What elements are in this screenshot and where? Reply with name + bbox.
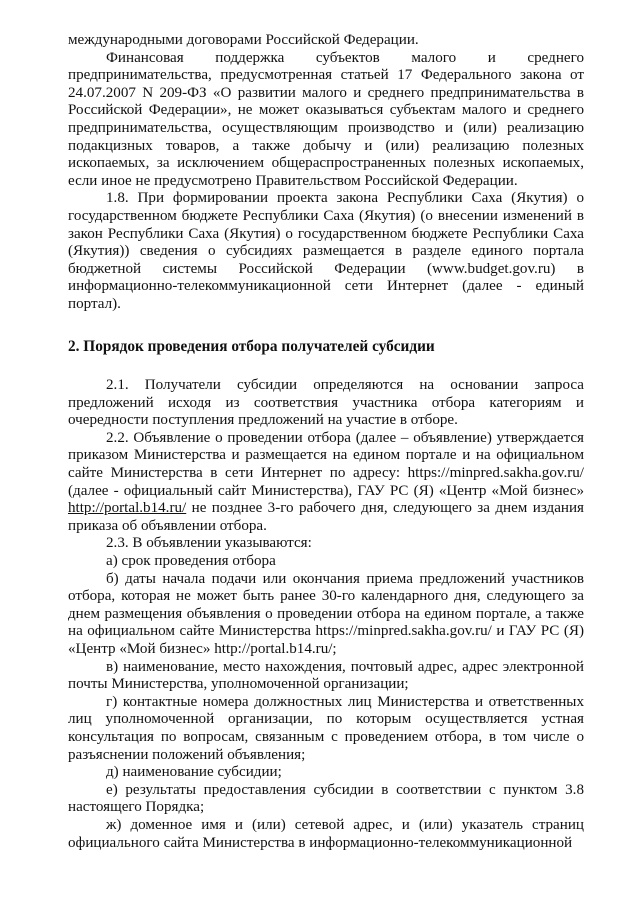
portal-link[interactable]: http://portal.b14.ru/ (68, 500, 187, 517)
list-item-d: д) наименование субсидии; (106, 764, 282, 781)
list-item-e: е) результаты предоставления субсидии в соответствии с пунктом 3.8 настоящего Порядка; (68, 781, 584, 816)
paragraph-financial-support: Финансовая поддержка субъектов малого и среднего предпринимательства, предусмотренная статьей 17 Федерального закона от 24.07.2007 N 209-ФЗ «О развитии малого и среднего предпринимательства в Российской Федерации», не может оказываться субъектам малого и среднего предпринимательства, осуществляющим производство и (или) реализацию подакцизных товаров, а также добычу и (или) реализацию полезных ископаемых, за исключением общераспространенных полезных ископаемых, если иное не предусмотрено Правительством Российской Федерации. (68, 49, 584, 189)
paragraph-continuation: международными договорами Российской Федерации. (68, 32, 419, 48)
list-item-g: г) контактные номера должностных лиц Министерства и ответственных лиц уполномоченной организации, по которым осуществляется устная консультация по вопросам, связанным с проведением отбора, в том числе о разъяснении положений объявления; (68, 693, 584, 763)
paragraph-2-2-tail: не позднее 3-го рабочего дня, следующего за днем издания приказа об объявлении отбора. (68, 500, 584, 534)
list-item-b: б) даты начала подачи или окончания приема предложений участников отбора, которая не может быть ранее 30-го календарного дня, следующего за днем размещения объявления о проведении отбора на едином портале, а также на официальном сайте Министерства https://minpred.sakha.gov.ru/ и ГАУ РС (Я) «Центр «Мой бизнес» http://portal.b14.ru/; (68, 570, 584, 657)
list-item-zh: ж) доменное имя и (или) сетевой адрес, и (или) указатель страниц официального сайта Министерства в информационно-телекоммуникационной (68, 816, 584, 851)
list-item-v: в) наименование, место нахождения, почтовый адрес, адрес электронной почты Министерства, уполномоченной организации; (68, 658, 584, 693)
document-page (68, 32, 584, 852)
paragraph-1-8: 1.8. При формировании проекта закона Республики Саха (Якутия) о государственном бюджете Республики Саха (Якутия) (о внесении изменений в закон Республики Саха (Якутия) о государственном бюджете Республики Саха (Якутия)) сведения о субсидиях размещается в разделе единого портала бюджетной системы Российской Федерации (www.budget.gov.ru) в информационно-телекоммуникационной сети Интернет (далее - единый портал). (68, 190, 584, 312)
paragraph-2-2 (68, 430, 584, 536)
section-heading: 2. Порядок проведения отбора получателей субсидии (68, 337, 435, 355)
list-item-a: а) срок проведения отбора (106, 553, 276, 570)
paragraph-2-3: 2.3. В объявлении указываются: (106, 535, 312, 552)
paragraph-2-2-text: 2.2. Объявление о проведении отбора (далее – объявление) утверждается приказом Министерства и размещается на едином портале и на официальном сайте Министерства в сети Интернет по адресу: https://minpred.sakha.gov.ru/ (далее - официальный сайт Министерства), ГАУ РС (Я) «Центр «Мой бизнес» (68, 429, 584, 499)
paragraph-2-1: 2.1. Получатели субсидии определяются на основании запроса предложений исходя из соответствия участника отбора категориям и очередности поступления предложений на участие в отборе. (68, 377, 584, 429)
